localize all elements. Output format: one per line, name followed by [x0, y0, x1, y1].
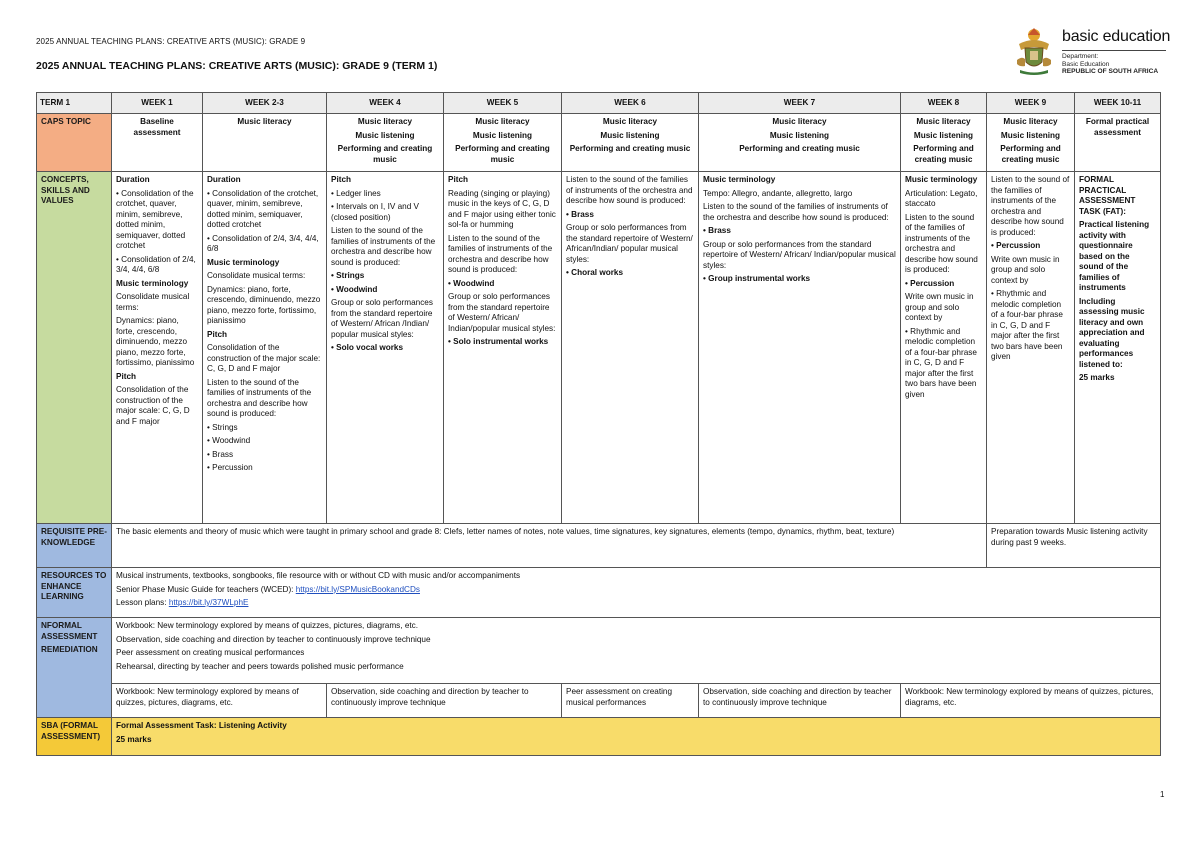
- concepts-week-10-11: FORMAL PRACTICAL ASSESSMENT TASK (FAT): Practical listening activity with questionnaire based on the sound of the families of instruments Including assessing music literacy and own appreciation and evaluating performances listened to: 25 marks: [1075, 172, 1161, 524]
- col-week-5: WEEK 5: [444, 93, 562, 114]
- col-term: TERM 1: [37, 93, 112, 114]
- caps-week-4: Music literacy Music listening Performing and creating music: [327, 114, 444, 172]
- coat-of-arms-icon: [1012, 26, 1056, 76]
- sba-row: [37, 718, 1161, 756]
- teaching-plan-table: [36, 92, 1161, 756]
- caps-week-9: Music literacy Music listening Performing and creating music: [987, 114, 1075, 172]
- concepts-week-7: Music terminology Tempo: Allegro, andante, allegretto, largo Listen to the sound of the families of instruments of the orchestra and describe how sound is produced: • Brass Group or solo performances from the standard repertoire of Western/ African/ Indian/popular musical styles: • Group instrumental works: [699, 172, 901, 524]
- caps-week-2-3: Music literacy: [203, 114, 327, 172]
- caps-week-7: Music literacy Music listening Performing and creating music: [699, 114, 901, 172]
- remediation-week-7: Observation, side coaching and direction by teacher to continuously improve technique: [699, 684, 901, 718]
- col-week-9: WEEK 9: [987, 93, 1075, 114]
- concepts-week-8: Music terminology Articulation: Legato, staccato Listen to the sound of the families of instruments of the orchestra and describe how sound is produced: • Percussion Write own music in group and solo context by • Rhythmic and melodic completion of a four-bar phrase in C, G, D and F major after the first two bars have been given: [901, 172, 987, 524]
- caps-week-5: Music literacy Music listening Performing and creating music: [444, 114, 562, 172]
- remediation-week-1-3: Workbook: New terminology explored by means of quizzes, pictures, diagrams, etc.: [112, 684, 327, 718]
- requisite-row: [37, 524, 1161, 568]
- resources-label: RESOURCES TO ENHANCE LEARNING: [37, 568, 112, 618]
- requisite-label: REQUISITE PRE-KNOWLEDGE: [37, 524, 112, 568]
- concepts-week-5: Pitch Reading (singing or playing) music in the keys of C, G, D and F major using either tonic sol-fa or humming Listen to the sound of the families of instruments of the orchestra and describe how sound is produced: • Woodwind Group or solo performances from the standard repertoire of Western/ African/ Indian/popular musical styles: • Solo instrumental works: [444, 172, 562, 524]
- remediation-week-4-5: Observation, side coaching and direction by teacher to continuously improve technique: [327, 684, 562, 718]
- music-guide-link[interactable]: https://bit.ly/SPMusicBookandCDs: [295, 584, 420, 594]
- concepts-week-6: Listen to the sound of the families of instruments of the orchestra and describe how sound is produced: • Brass Group or solo performances from the standard repertoire of Western/ African/Indian/ popular musical styles: • Choral works: [562, 172, 699, 524]
- requisite-prep: Preparation towards Music listening activity during past 9 weeks.: [987, 524, 1161, 568]
- remediation-week-6: Peer assessment on creating musical performances: [562, 684, 699, 718]
- concepts-week-4: Pitch • Ledger lines • Intervals on I, IV and V (closed position) Listen to the sound of the families of instruments of the orchestra and describe how sound is produced: • Strings • Woodwind Group or solo performances from the standard repertoire of Western/ African /Indian/ popular musical styles: • Solo vocal works: [327, 172, 444, 524]
- remediation-row: [37, 684, 1161, 718]
- informal-row: [37, 618, 1161, 684]
- page-number: 1: [1160, 790, 1165, 799]
- sba-label: SBA (FORMAL ASSESSMENT): [37, 718, 112, 756]
- concepts-row: [37, 172, 1161, 524]
- requisite-main: The basic elements and theory of music which were taught in primary school and grade 8: Clefs, letter names of notes, note values, time signatures, key signatures, elements (tempo, dynamics, rhythm, beat, texture): [112, 524, 987, 568]
- logo-rule: [1062, 50, 1166, 51]
- col-week-8: WEEK 8: [901, 93, 987, 114]
- col-week-1: WEEK 1: [112, 93, 203, 114]
- logo-department: Department: Basic Education REPUBLIC OF SOUTH AFRICA: [1062, 53, 1159, 76]
- col-week-4: WEEK 4: [327, 93, 444, 114]
- dbe-logo: [1012, 26, 1172, 78]
- caps-week-6: Music literacy Music listening Performing and creating music: [562, 114, 699, 172]
- concepts-week-9: Listen to the sound of the families of instruments of the orchestra and describe how sound is produced: • Percussion Write own music in group and solo context by • Rhythmic and melodic completion of a four-bar phrase in C, G, D and F major after the first two bars have been given: [987, 172, 1075, 524]
- informal-cell: Workbook: New terminology explored by means of quizzes, pictures, diagrams, etc. Observation, side coaching and direction by teacher to continuously improve technique Peer assessment on creating musical performances Rehearsal, directing by teacher and peers towards polished music performance: [112, 618, 1161, 684]
- lesson-plans-link[interactable]: https://bit.ly/37WLphE: [168, 598, 249, 607]
- caps-week-1: Baseline assessment: [112, 114, 203, 172]
- concepts-week-1: Duration • Consolidation of the crotchet, quaver, minim, semibreve, dotted minim, semiquaver, dotted crotchet • Consolidation of 2/4, 3/4, 4/4, 6/8 Music terminology Consolidate musical terms: Dynamics: piano, forte, crescendo, diminuendo, mezzo piano, mezzo forte, fortissimo, pianissimo Pitch Consolidation of the construction of the major scale: C, G, D and F major: [112, 172, 203, 524]
- col-week-6: WEEK 6: [562, 93, 699, 114]
- concepts-week-2-3: Duration • Consolidation of the crotchet, quaver, minim, semibreve, dotted minim, semiquaver, dotted crotchet • Consolidation of 2/4, 3/4, 4/4, 6/8 Music terminology Consolidate musical terms: Dynamics: piano, forte, crescendo, diminuendo, mezzo piano, mezzo forte, fortissimo, pianissimo Pitch Consolidation of the construction of the major scale: C, G, D and F major Listen to the sound of the families of instruments of the orchestra and describe how sound is produced: • Strings • Woodwind • Brass • Percussion: [203, 172, 327, 524]
- caps-topic-label: CAPS TOPIC: [37, 114, 112, 172]
- col-week-2-3: WEEK 2-3: [203, 93, 327, 114]
- remediation-week-8-11: Workbook: New terminology explored by means of quizzes, pictures, diagrams, etc.: [901, 684, 1161, 718]
- informal-label: NFORMAL ASSESSMENT REMEDIATION: [37, 618, 112, 718]
- resources-row: [37, 568, 1161, 618]
- concepts-label: CONCEPTS, SKILLS AND VALUES: [37, 172, 112, 524]
- col-week-7: WEEK 7: [699, 93, 901, 114]
- page-title: 2025 ANNUAL TEACHING PLANS: CREATIVE ARTS (MUSIC): GRADE 9 (TERM 1): [36, 60, 438, 72]
- col-week-10-11: WEEK 10-11: [1075, 93, 1161, 114]
- resources-cell: Musical instruments, textbooks, songbooks, file resource with or without CD with music and/or accompaniments Senior Phase Music Guide for teachers (WCED): https://bit.ly/SPMusicBookandCDs Lesson plans: https://bit.ly/37WLphE: [112, 568, 1161, 618]
- logo-wordmark: basic education: [1062, 28, 1171, 45]
- sba-cell: Formal Assessment Task: Listening Activity 25 marks: [112, 718, 1161, 756]
- header-row: [37, 93, 1161, 114]
- running-header: 2025 ANNUAL TEACHING PLANS: CREATIVE ARTS (MUSIC): GRADE 9: [36, 37, 306, 46]
- caps-week-10-11: Formal practical assessment: [1075, 114, 1161, 172]
- caps-topic-row: [37, 114, 1161, 172]
- caps-week-8: Music literacy Music listening Performing and creating music: [901, 114, 987, 172]
